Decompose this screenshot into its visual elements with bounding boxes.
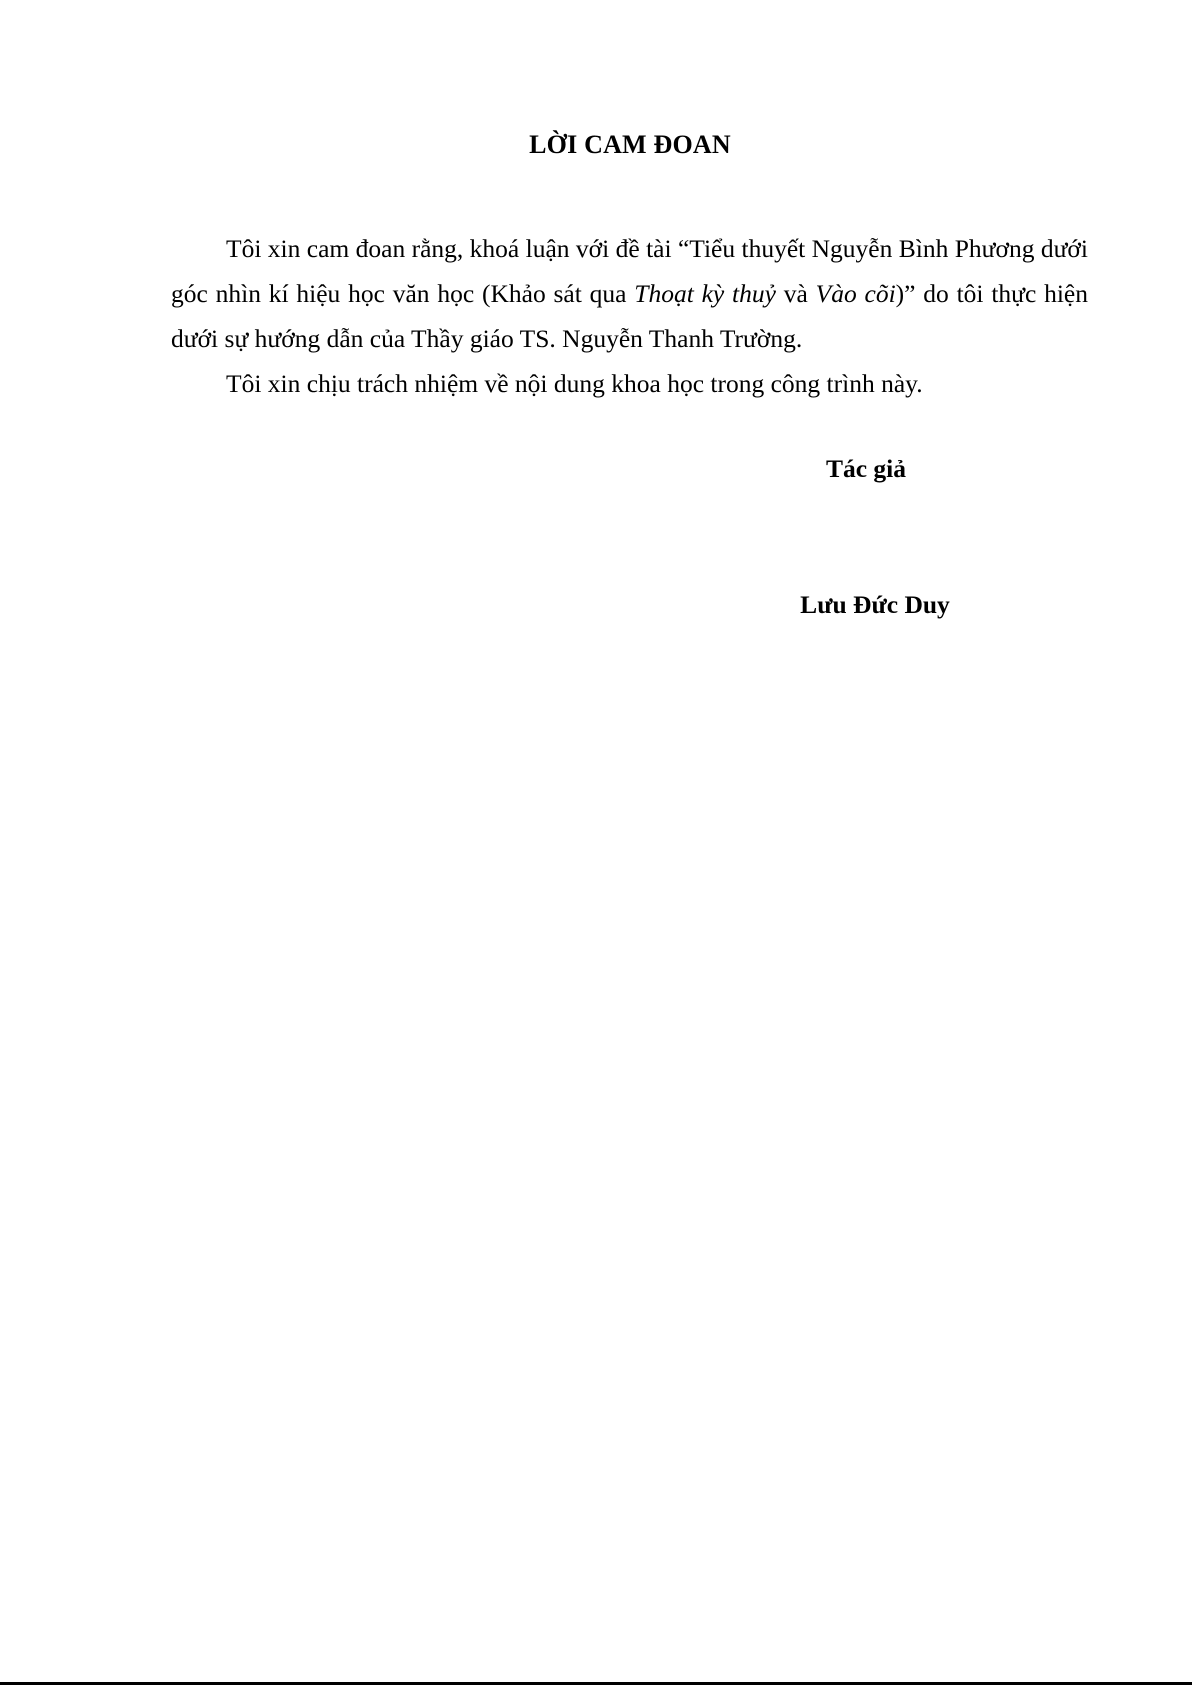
paragraph-text-after: )” do tôi thực hiện dưới sự hướng dẫn của Thầy giáo TS. Nguyễn Thanh Trường. <box>171 279 1088 353</box>
responsibility-paragraph: Tôi xin chịu trách nhiệm về nội dung khoa học trong công trình này. <box>226 369 923 398</box>
paragraph-text-before: Tôi xin cam đoan rằng, khoá luận với đề tài “Tiểu thuyết Nguyễn Bình Phương dưới góc nhìn kí hiệu học văn học (Khảo sát qua <box>171 234 1088 308</box>
book-title-vao-coi: Vào cõi <box>815 279 896 308</box>
paragraph-text-middle: và <box>775 279 816 308</box>
declaration-paragraph <box>171 226 1088 361</box>
signature-role-label: Tác giả <box>825 454 907 483</box>
book-title-thoat-ky-thuy: Thoạt kỳ thuỷ <box>634 279 776 308</box>
author-name: Lưu Đức Duy <box>800 590 950 619</box>
declaration-body <box>171 226 1088 406</box>
page-title: LỜI CAM ĐOAN <box>529 130 731 159</box>
